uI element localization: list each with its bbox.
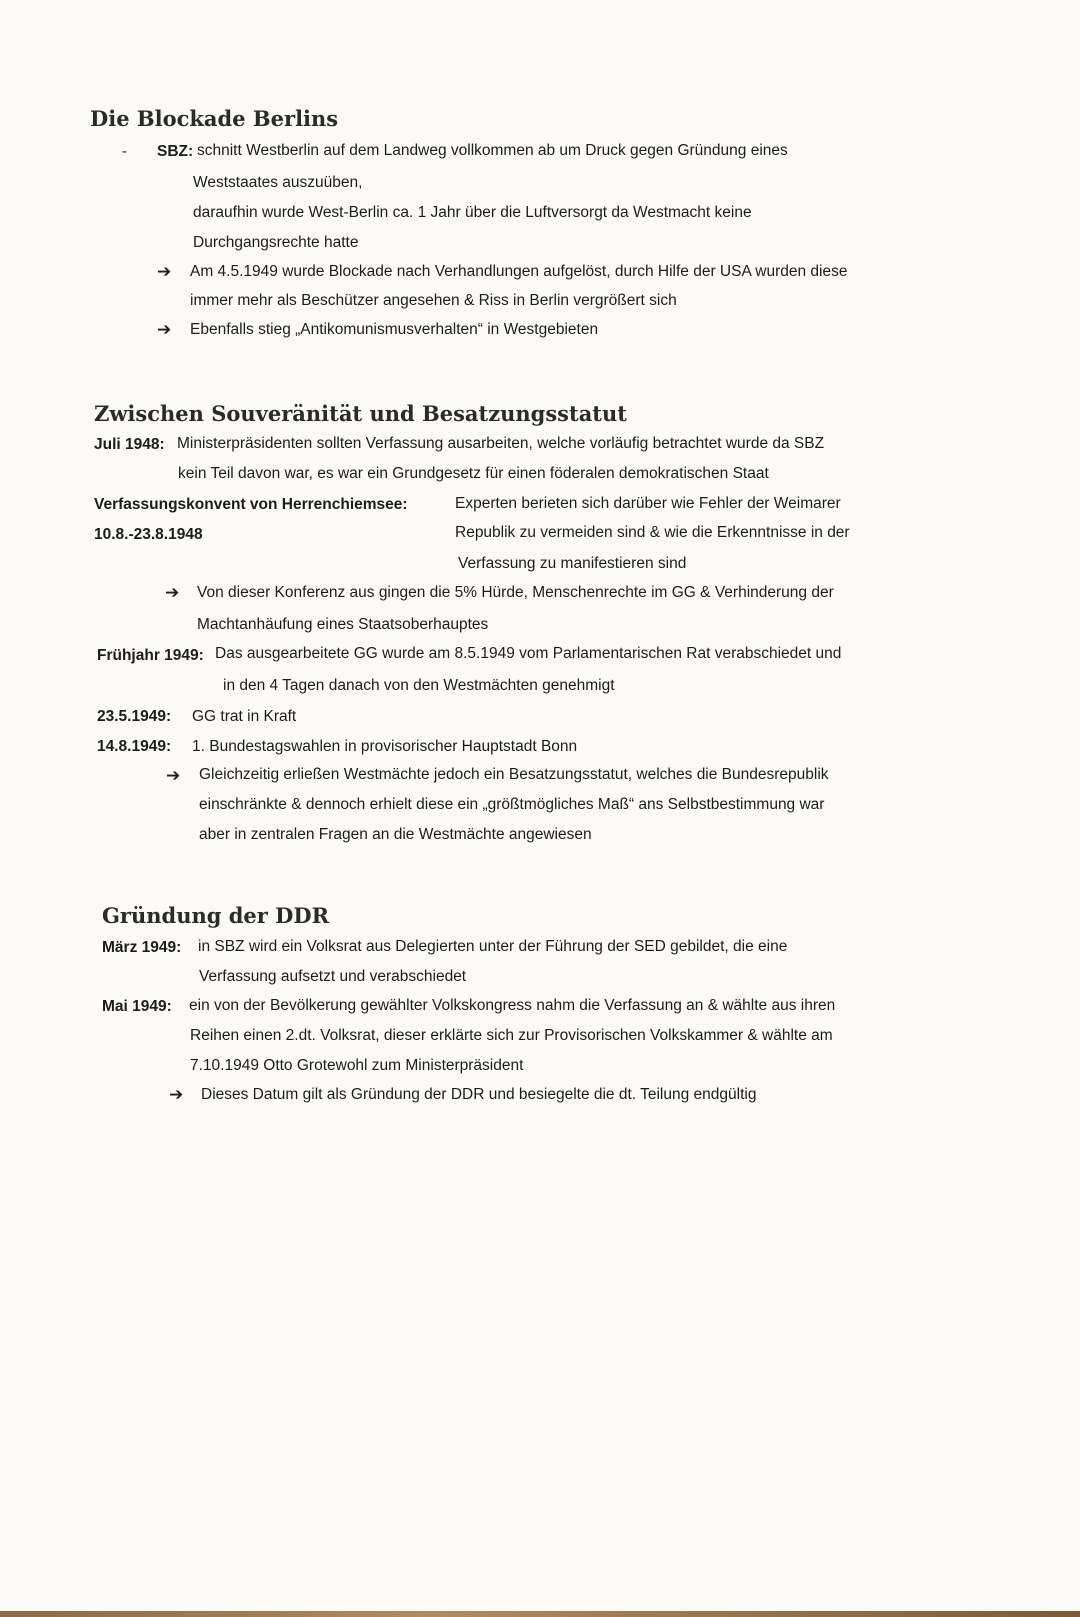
text-line: GG trat in Kraft — [192, 708, 297, 725]
text-line: 1. Bundestagswahlen in provisorischer Hauptstadt Bonn — [192, 738, 578, 755]
arrow-icon: ➔ — [157, 320, 172, 339]
page-edge — [0, 1611, 1080, 1617]
date-label: Mai 1949: — [102, 998, 172, 1015]
text-line: daraufhin wurde West-Berlin ca. 1 Jahr über die Luftversorgt da Westmacht keine — [193, 204, 752, 221]
text-line: Republik zu vermeiden sind & wie die Erkenntnisse in der — [455, 524, 850, 541]
text-line: Ministerpräsidenten sollten Verfassung ausarbeiten, welche vorläufig betrachtet wurde da SBZ — [177, 435, 825, 452]
date-label: 23.5.1949: — [97, 708, 172, 725]
arrow-icon: ➔ — [157, 262, 172, 281]
text-line: Durchgangsrechte hatte — [193, 234, 359, 251]
arrow-icon: ➔ — [165, 583, 180, 602]
arrow-icon: ➔ — [169, 1085, 184, 1104]
date-label: März 1949: — [102, 939, 182, 956]
text-line: Am 4.5.1949 wurde Blockade nach Verhandlungen aufgelöst, durch Hilfe der USA wurden diese — [190, 263, 848, 280]
section-heading: Die Blockade Berlins — [90, 106, 339, 131]
term-label: Verfassungskonvent von Herrenchiemsee: — [94, 496, 408, 513]
text-line: Machtanhäufung eines Staatsoberhauptes — [197, 616, 489, 633]
section-heading: Gründung der DDR — [102, 903, 330, 928]
text-line: Verfassung aufsetzt und verabschiedet — [199, 968, 467, 985]
term-label: SBZ: — [157, 143, 194, 160]
text-line: schnitt Westberlin auf dem Landweg vollkommen ab um Druck gegen Gründung eines — [197, 142, 788, 159]
date-label: Frühjahr 1949: — [97, 647, 204, 664]
text-line: in den 4 Tagen danach von den Westmächten genehmigt — [223, 677, 615, 694]
arrow-icon: ➔ — [166, 766, 181, 785]
text-line: einschränkte & dennoch erhielt diese ein „größtmögliches Maß“ ans Selbstbestimmung war — [199, 796, 825, 813]
text-line: Dieses Datum gilt als Gründung der DDR und besiegelte die dt. Teilung endgültig — [201, 1086, 757, 1103]
text-line: 7.10.1949 Otto Grotewohl zum Ministerpräsident — [190, 1057, 524, 1074]
text-line: immer mehr als Beschützer angesehen & Riss in Berlin vergrößert sich — [190, 292, 677, 309]
date-label: 14.8.1949: — [97, 738, 172, 755]
text-line: Experten berieten sich darüber wie Fehler der Weimarer — [455, 495, 841, 512]
text-line: Das ausgearbeitete GG wurde am 8.5.1949 vom Parlamentarischen Rat verabschiedet und — [215, 645, 842, 662]
text-line: Reihen einen 2.dt. Volksrat, dieser erklärte sich zur Provisorischen Volkskammer & wählte am — [190, 1027, 833, 1044]
list-dash: - — [122, 143, 127, 160]
text-line: Weststaates auszuüben, — [193, 174, 363, 191]
text-line: kein Teil davon war, es war ein Grundgesetz für einen föderalen demokratischen Staat — [178, 465, 769, 482]
text-line: Verfassung zu manifestieren sind — [458, 555, 687, 572]
section-heading: Zwischen Souveränität und Besatzungsstatut — [94, 401, 627, 426]
text-line: Von dieser Konferenz aus gingen die 5% Hürde, Menschenrechte im GG & Verhinderung der — [197, 584, 834, 601]
text-line: in SBZ wird ein Volksrat aus Delegierten unter der Führung der SED gebildet, die eine — [198, 938, 788, 955]
text-line: Gleichzeitig erließen Westmächte jedoch ein Besatzungsstatut, welches die Bundesrepublik — [199, 766, 829, 783]
text-line: ein von der Bevölkerung gewählter Volkskongress nahm die Verfassung an & wählte aus ihren — [189, 997, 836, 1014]
text-line: Ebenfalls stieg „Antikomunismusverhalten“ in Westgebieten — [190, 321, 599, 338]
date-label: Juli 1948: — [94, 436, 165, 453]
date-label: 10.8.-23.8.1948 — [94, 526, 203, 543]
text-line: aber in zentralen Fragen an die Westmächte angewiesen — [199, 826, 592, 843]
